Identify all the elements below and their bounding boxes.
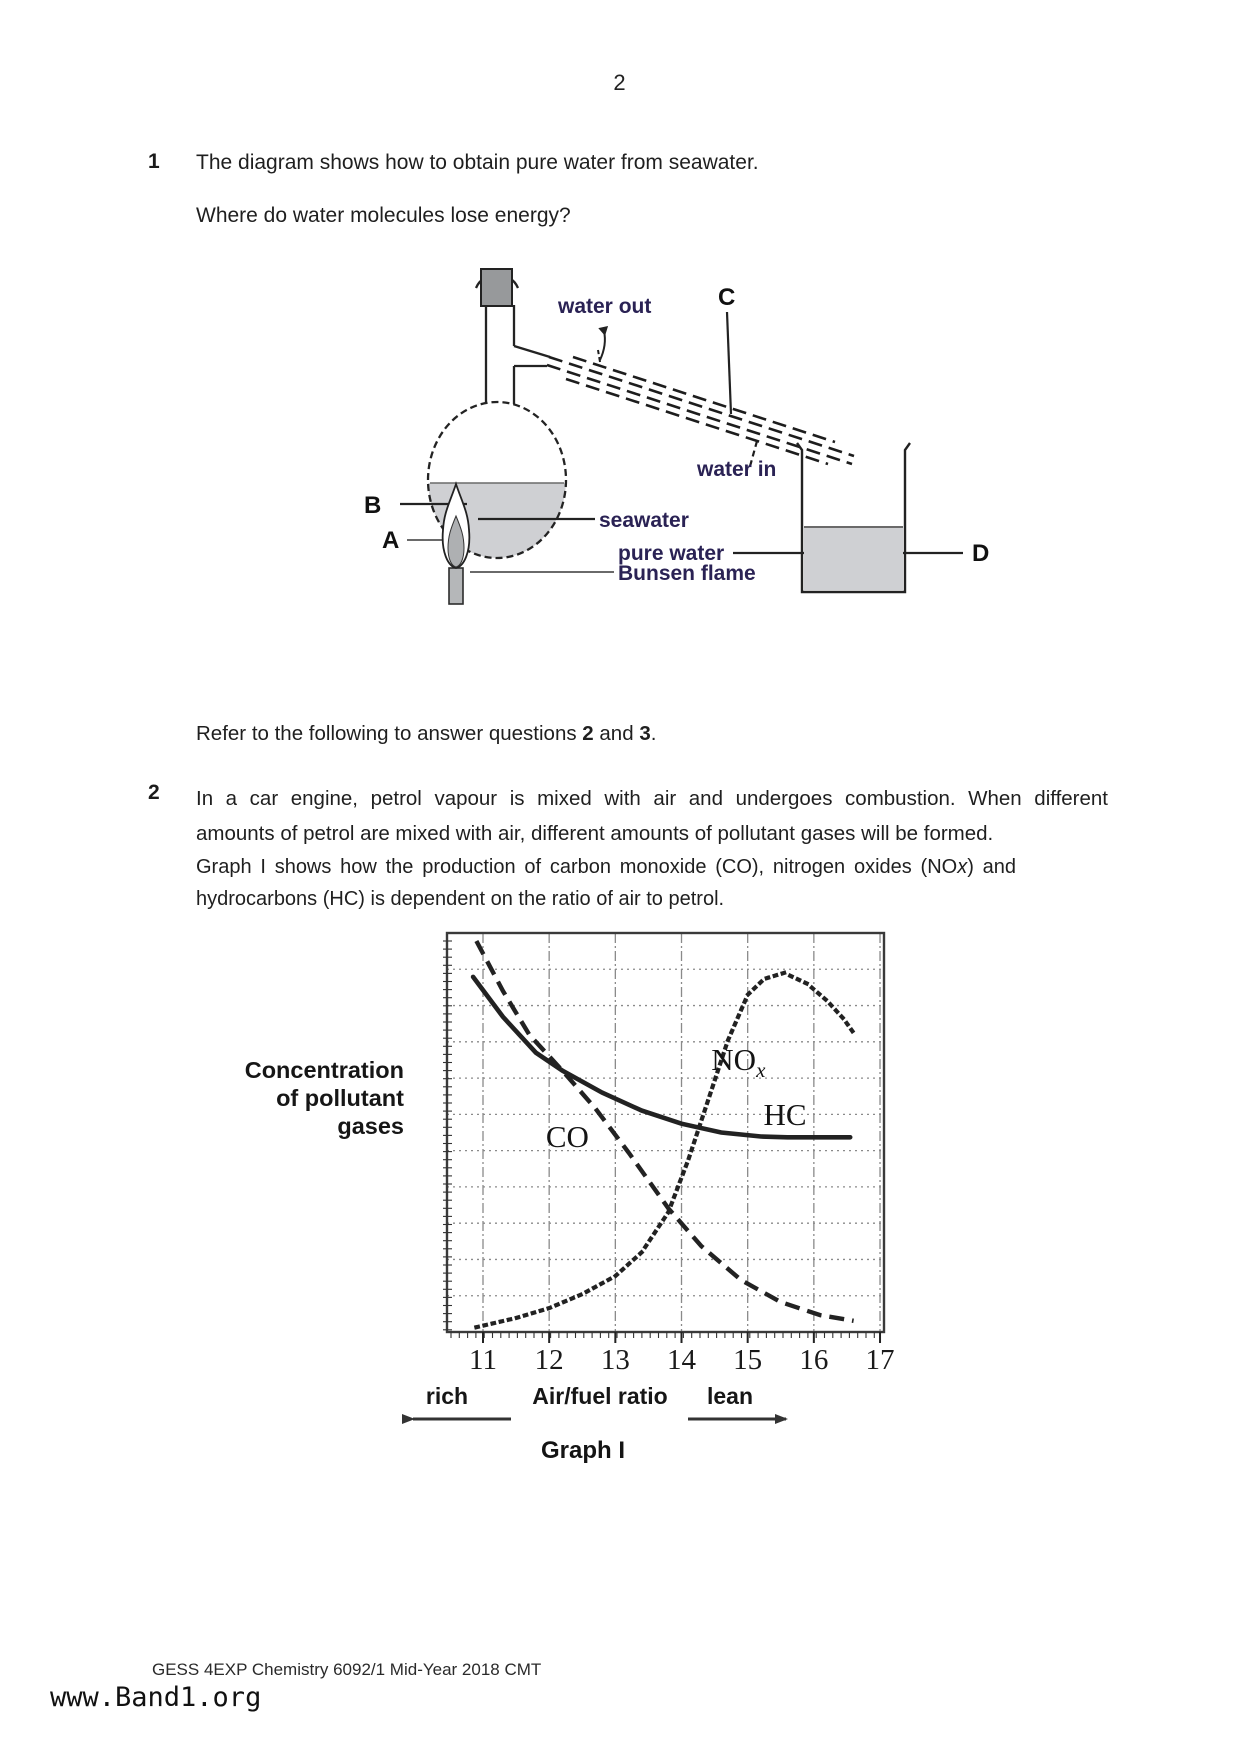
refer-note-mid: and (593, 722, 640, 745)
refer-note-suffix: . (650, 722, 657, 745)
question-2-text (196, 781, 1108, 851)
graph-intro-line2: hydrocarbons (HC) is dependent on the ratio of air to petrol. (196, 888, 725, 910)
page-number: 2 (613, 70, 626, 95)
chart-title: Graph I (540, 1437, 626, 1464)
x-tick-label: 16 (799, 1344, 829, 1376)
refer-note-q2: 2 (582, 722, 594, 745)
x-tick-label: 14 (667, 1344, 697, 1376)
x-tick-label: 11 (469, 1344, 497, 1376)
x-tick-label: 17 (865, 1344, 895, 1376)
series-label-hc: HC (763, 1096, 807, 1132)
pure-water-liquid (804, 527, 903, 590)
question-2-number: 2 (148, 781, 160, 804)
x-tick-label: 12 (534, 1344, 564, 1376)
x-tick-label: 13 (600, 1344, 630, 1376)
label-pure-water: pure water (618, 542, 725, 565)
graph-intro-line1 (196, 851, 1016, 883)
question-1-text: The diagram shows how to obtain pure water from seawater. (196, 151, 759, 174)
question-1-number: 1 (148, 150, 160, 173)
x-axis-rich-note: rich (425, 1383, 469, 1409)
graph-intro-b: ) and (967, 856, 1017, 878)
y-axis-label-line3: gases (337, 1113, 404, 1139)
stopper (481, 269, 512, 306)
refer-note-q3: 3 (639, 722, 651, 745)
question-2-line2: amounts of petrol are mixed with air, different amounts of pollutant gases will be formed. (196, 822, 994, 845)
graph-intro-nox-x: x (957, 856, 968, 878)
chart-curves (473, 941, 855, 1327)
label-bunsen-flame: Bunsen flame (618, 562, 756, 585)
refer-note (196, 721, 656, 747)
graph-intro-a: Graph I shows how the production of carbon monoxide (CO), nitrogen oxides (NO (196, 856, 958, 878)
label-seawater: seawater (599, 509, 689, 532)
question-2-line1: In a car engine, petrol vapour is mixed with air and undergoes combustion. When different (196, 787, 1108, 810)
label-d: D (972, 540, 990, 567)
condenser (547, 350, 854, 470)
label-water-out: water out (558, 295, 652, 318)
x-tick-label: 15 (733, 1344, 763, 1376)
series-label-nox: $NO_x$ (711, 1041, 766, 1082)
x-axis-label: Air/fuel ratio (532, 1383, 668, 1409)
y-axis-label-line2: of pollutant (276, 1085, 404, 1111)
footer-watermark: www.Band1.org (50, 1682, 262, 1713)
label-water-in: water in (697, 458, 777, 481)
series-nox (476, 973, 855, 1327)
distillation-diagram (320, 240, 1020, 630)
series-label-co: CO (545, 1118, 589, 1154)
footer-exam-info: GESS 4EXP Chemistry 6092/1 Mid-Year 2018 CMT (152, 1660, 542, 1679)
refer-note-prefix: Refer to the following to answer questions (196, 722, 583, 745)
side-arm (514, 346, 550, 366)
water-out-arrow (600, 331, 605, 360)
y-axis-label-line1: Concentration (244, 1057, 404, 1083)
question-2-graph-intro (196, 851, 1016, 915)
x-axis-lean-note: lean (706, 1383, 754, 1409)
graph-1-pollutant-chart (220, 920, 1020, 1480)
label-a: A (382, 527, 400, 554)
label-c: C (718, 284, 736, 311)
question-1-subtext: Where do water molecules lose energy? (196, 204, 571, 227)
beaker (797, 443, 910, 592)
label-b: B (364, 492, 382, 519)
